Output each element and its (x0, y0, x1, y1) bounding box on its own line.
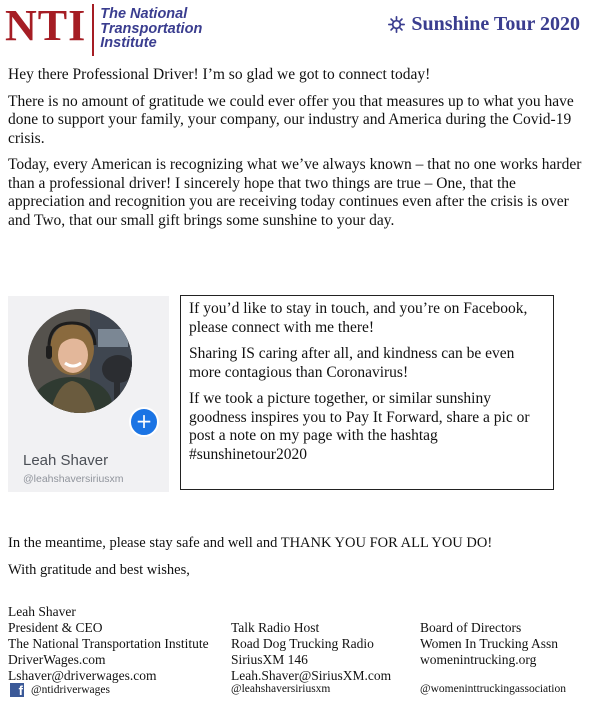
connect-note-box (180, 295, 554, 490)
sunshine-icon (388, 16, 405, 33)
signature-org: Road Dog Trucking Radio (231, 636, 374, 651)
note-paragraph: If you’d like to stay in touch, and you’re on Facebook, please connect with me there! (189, 300, 528, 336)
greeting: Hey there Professional Driver! I’m so glad we got to connect today! (8, 66, 431, 83)
signature-website: DriverWages.com (8, 652, 106, 667)
signature-channel: SiriusXM 146 (231, 652, 308, 667)
social-handle-text: @womeninttruckingassociation (420, 683, 567, 695)
avatar (28, 309, 132, 413)
logo-divider (92, 4, 94, 56)
social-handle-text: @ntidriverwages (31, 684, 110, 696)
facebook-profile-card (8, 296, 169, 492)
closing-line: In the meantime, please stay safe and well and THANK YOU FOR ALL YOU DO! (8, 535, 493, 551)
signature-website: womenintrucking.org (420, 652, 537, 667)
logo-name-line: Transportation (100, 20, 203, 37)
facebook-icon: f (10, 683, 24, 697)
profile-name[interactable]: Leah Shaver (23, 452, 109, 469)
signature-title: President & CEO (8, 620, 103, 635)
closing (8, 534, 593, 588)
nti-logo-letters: NTI (5, 1, 87, 50)
signature-title: Board of Directors (420, 620, 522, 635)
social-handle-leah (231, 683, 330, 695)
signature-org: The National Transportation Institute (8, 636, 209, 651)
letterhead (0, 0, 600, 58)
nti-logo (5, 1, 203, 56)
closing-line: With gratitude and best wishes, (8, 562, 190, 578)
note-paragraph: Sharing IS caring after all, and kindness can be even more contagious than Coronavirus! (189, 345, 515, 381)
profile-handle: @leahshaversiriusxm (23, 473, 124, 485)
profile-photo (28, 309, 132, 413)
signature-column-radio (231, 620, 391, 684)
tour-title-text: Sunshine Tour 2020 (411, 13, 580, 35)
logo-name-line: Institute (100, 35, 157, 51)
letter-paragraph: There is no amount of gratitude we could ever offer you that measures up to what you have done to support your family, your company, our industry and America during the Covid-19 crisis. (8, 92, 574, 147)
signature-email: Lshaver@driverwages.com (8, 668, 157, 683)
social-handle-text: @leahshaversiriusxm (231, 683, 331, 695)
nti-logo-name (100, 7, 202, 51)
social-handle-nti (10, 683, 110, 697)
tour-title (388, 13, 580, 36)
social-handle-wit (420, 683, 566, 695)
signature-email: Leah.Shaver@SiriusXM.com (231, 668, 392, 683)
signature-column-ceo (8, 604, 209, 684)
signature-column-board (420, 620, 558, 668)
letter-paragraph: Today, every American is recognizing what we’ve always known – that no one works harder than a professional driver! I sincerely hope that two things are true – One, that the appreciation and recognition you are receiving today continues even after the crisis is over and Two, that our small gift brings some sunshine to your day. (8, 156, 582, 229)
signature-title: Talk Radio Host (231, 620, 320, 635)
logo-name-line: The National (100, 6, 188, 22)
signature-name: Leah Shaver (8, 604, 76, 619)
signature-org: Women In Trucking Assn (420, 636, 559, 651)
letter-body (8, 66, 588, 238)
note-paragraph: If we took a picture together, or similar sunshiny goodness inspires you to Pay It Forward, share a pic or post a note on my page with the hashtag #sunshinetour2020 (189, 390, 530, 463)
plus-icon[interactable]: + (129, 407, 159, 437)
